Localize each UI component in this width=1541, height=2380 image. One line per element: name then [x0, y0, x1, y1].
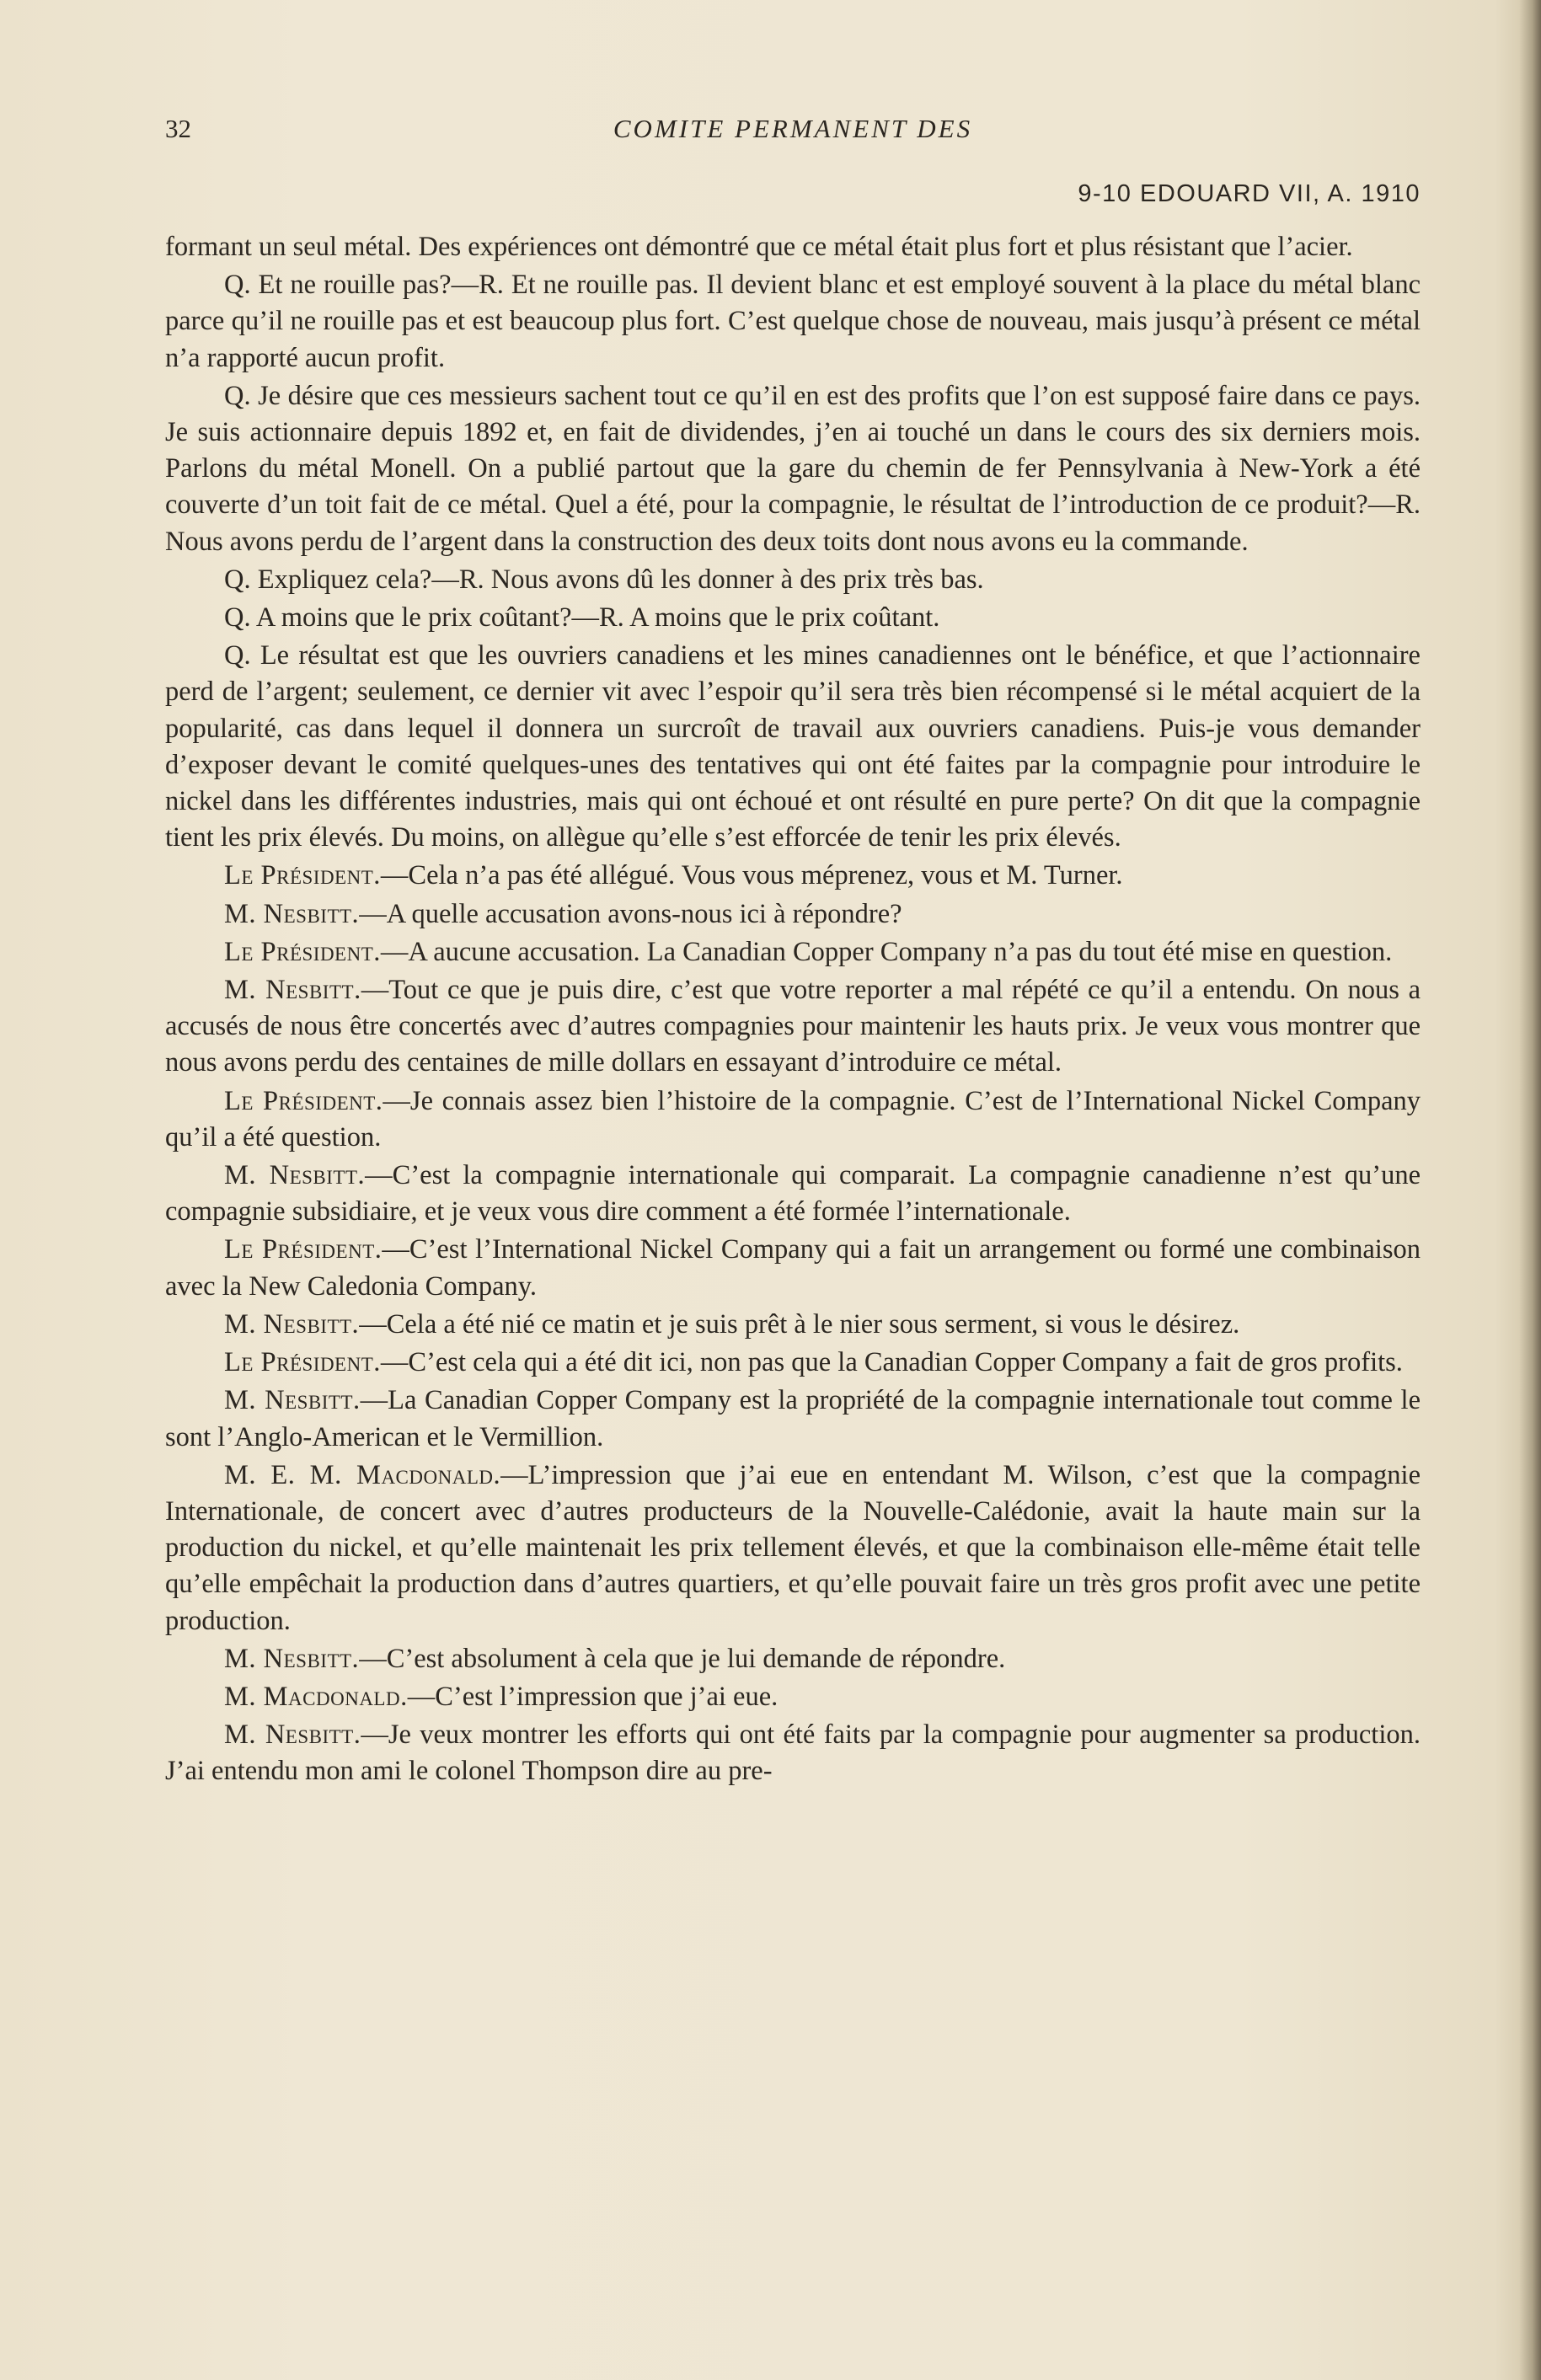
paragraph	[165, 600, 1421, 636]
paragraph-text: —Je veux montrer les efforts qui ont été faits par la compagnie pour augmenter sa production. J’ai entendu mon ami le colonel Thompson dire au pre-	[165, 1719, 1421, 1787]
paragraph-text: —Je connais assez bien l’histoire de la compagnie. C’est de l’International Nickel Company qu’il a été question.	[165, 1085, 1421, 1153]
paragraph	[165, 378, 1421, 560]
paragraph	[165, 934, 1421, 971]
paragraph	[165, 972, 1421, 1082]
paragraph-text: —C’est l’International Nickel Company qui a fait un arrangement ou formé une combinaison avec la New Caledonia Company.	[165, 1234, 1421, 1302]
paragraph	[165, 267, 1421, 377]
paragraph	[165, 1641, 1421, 1677]
page-binding-edge	[1519, 0, 1541, 2380]
paragraph-text: —La Canadian Copper Company est la propriété de la compagnie internationale tout comme le sont l’Anglo-American et le Vermillion.	[165, 1385, 1421, 1452]
paragraph-text: Q. A moins que le prix coûtant?—R. A moins que le prix coûtant.	[224, 602, 940, 634]
paragraph-text: Q. Expliquez cela?—R. Nous avons dû les donner à des prix très bas.	[224, 564, 984, 595]
paragraph	[165, 229, 1421, 265]
speaker-name: M. Nesbitt.	[224, 1160, 366, 1191]
paragraph-text: —Cela n’a pas été allégué. Vous vous méprenez, vous et M. Turner.	[380, 860, 1123, 891]
paragraph	[165, 1232, 1421, 1304]
paragraph	[165, 1345, 1421, 1381]
speaker-name: M. Nesbitt.	[224, 1385, 361, 1416]
paragraph	[165, 638, 1421, 856]
page-number: 32	[165, 114, 191, 143]
running-title: COMITE PERMANENT DES	[613, 114, 973, 143]
speaker-name: M. Nesbitt.	[224, 1308, 360, 1340]
paragraph	[165, 1158, 1421, 1230]
paragraph-text: —C’est absolument à cela que je lui demande de répondre.	[359, 1643, 1006, 1674]
paragraph-text: Q. Et ne rouille pas?—R. Et ne rouille pas. Il devient blanc et est employé souvent à la place du métal blanc parce qu’il ne rouille pas et est beaucoup plus fort. C’est quelque chose de nouveau, mais jusqu’à présent ce métal n’a rapporté aucun profit.	[165, 270, 1421, 373]
speaker-name: M. E. M. Macdonald.	[224, 1459, 501, 1490]
speaker-name: Le Président.	[224, 1234, 383, 1265]
paragraph	[165, 1457, 1421, 1639]
paragraph	[165, 1717, 1421, 1789]
paragraph	[165, 1083, 1421, 1156]
paragraph	[165, 896, 1421, 933]
paragraph-text: —C’est la compagnie internationale qui comparait. La compagnie canadienne n’est qu’une compagnie subsidiaire, et je veux vous dire comment a été formée l’internationale.	[165, 1160, 1421, 1227]
paragraph-text: —C’est cela qui a été dit ici, non pas que la Canadian Copper Company a fait de gros profits.	[380, 1347, 1403, 1378]
paragraph	[165, 1383, 1421, 1455]
speaker-name: Le Président.	[224, 860, 381, 891]
paragraph	[165, 1679, 1421, 1715]
speaker-name: M. Nesbitt.	[224, 975, 361, 1006]
paragraph-text: Q. Je désire que ces messieurs sachent tout ce qu’il en est des profits que l’on est supposé faire dans ce pays. Je suis actionnaire depuis 1892 et, en fait de dividendes, j’en ai touché un dans le cours des six derniers mois. Parlons du métal Monell. On a publié partout que la gare du chemin de fer Pennsylvania à New-York a été couverte d’un toit fait de ce métal. Quel a été, pour la compagnie, le résultat de l’introduction de ce produit?—R. Nous avons perdu de l’argent dans la construction des deux toits dont nous avons eu la commande.	[165, 380, 1421, 557]
paragraph	[165, 1307, 1421, 1343]
paragraph	[165, 562, 1421, 598]
session-label: 9-10 EDOUARD VII, A. 1910	[1078, 180, 1421, 207]
paragraph-text: —C’est l’impression que j’ai eue.	[407, 1681, 779, 1712]
paragraph-text: —L’impression que j’ai eue en entendant M. Wilson, c’est que la compagnie Internationale, de concert avec d’autres producteurs de la Nouvelle-Calédonie, avait la haute main sur la production du nickel, et qu’elle maintenait les prix tellement élevés, et que la combinaison elle-même était telle qu’elle empêchait la production dans d’autres quartiers, et qu’elle pouvait faire un très gros profit avec une petite production.	[165, 1459, 1421, 1636]
page-header	[165, 114, 1421, 156]
paragraph-text: —Cela a été nié ce matin et je suis prêt à le nier sous serment, si vous le désirez.	[359, 1308, 1240, 1340]
speaker-name: Le Président.	[224, 1347, 381, 1378]
body-text	[165, 229, 1421, 1792]
speaker-name: M. Macdonald.	[224, 1681, 408, 1712]
paragraph-text: —Tout ce que je puis dire, c’est que votre reporter a mal répété ce qu’il a entendu. On nous a accusés de nous être concertés avec d’autres compagnies pour maintenir les hauts prix. Je veux vous montrer que nous avons perdu des centaines de mille dollars en essayant d’introduire ce métal.	[165, 975, 1421, 1078]
speaker-name: M. Nesbitt.	[224, 1719, 361, 1751]
paragraph-text: formant un seul métal. Des expériences ont démontré que ce métal était plus fort et plus résistant que l’acier.	[165, 232, 1353, 262]
speaker-name: Le Président.	[224, 1085, 383, 1116]
speaker-name: Le Président.	[224, 936, 381, 967]
paragraph-text: —A aucune accusation. La Canadian Copper Company n’a pas du tout été mise en question.	[380, 936, 1393, 967]
paragraph-text: Q. Le résultat est que les ouvriers canadiens et les mines canadiennes ont le bénéfice, et que l’actionnaire perd de l’argent; seulement, ce dernier vit avec l’espoir qu’il sera très bien récompensé si le métal acquiert de la popularité, cas dans lequel il donnera un surcroît de travail aux ouvriers canadiens. Puis-je vous demander d’exposer devant le comité quelques-unes des tentatives qui ont été faites par la compagnie pour introduire le nickel dans les différentes industries, mais qui ont échoué et ont résulté en pure perte? On dit que la compagnie tient les prix élevés. Du moins, on allègue qu’elle s’est efforcée de tenir les prix élevés.	[165, 640, 1421, 853]
speaker-name: M. Nesbitt.	[224, 898, 360, 929]
paragraph	[165, 858, 1421, 894]
speaker-name: M. Nesbitt.	[224, 1643, 360, 1674]
paragraph-text: —A quelle accusation avons-nous ici à répondre?	[359, 898, 902, 929]
